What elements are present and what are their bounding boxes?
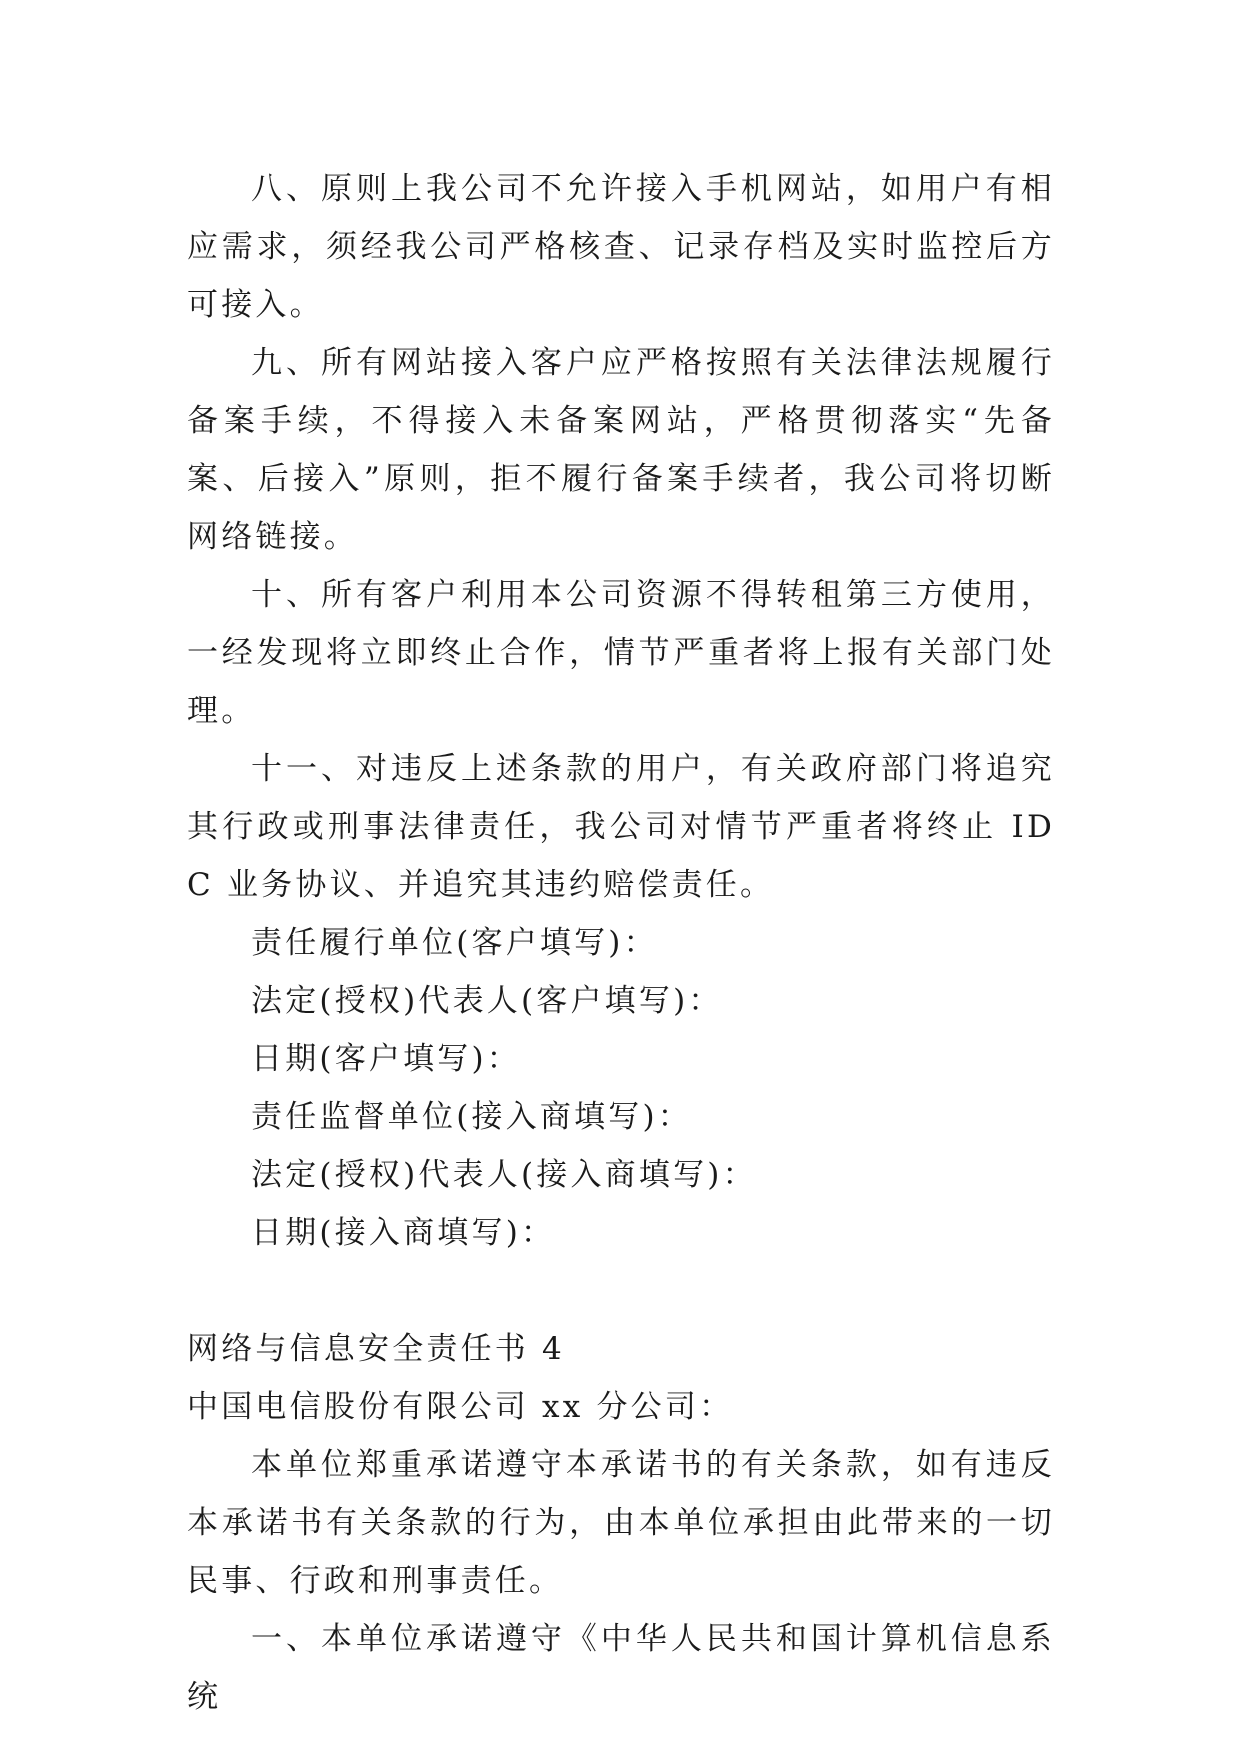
document-body (187, 160, 1055, 1726)
intro-paragraph: 本单位郑重承诺遵守本承诺书的有关条款，如有违反本承诺书有关条款的行为，由本单位承担由此带来的一切民事、行政和刑事责任。 (187, 1447, 1055, 1599)
field-supervisor-unit: 责任监督单位(接入商填写)： (251, 1099, 692, 1135)
field-client-representative: 法定(授权)代表人(客户填写)： (251, 983, 723, 1019)
addressee: 中国电信股份有限公司 xx 分公司： (187, 1389, 734, 1425)
field-supervisor-date: 日期(接入商填写)： (251, 1215, 556, 1251)
field-client-unit: 责任履行单位(客户填写)： (251, 925, 658, 961)
field-supervisor-representative: 法定(授权)代表人(接入商填写)： (251, 1157, 757, 1193)
section-title: 网络与信息安全责任书 4 (187, 1331, 565, 1367)
clause-eight: 八、原则上我公司不允许接入手机网站，如用户有相应需求，须经我公司严格核查、记录存档及实时监控后方可接入。 (187, 171, 1055, 323)
clause-eleven: 十一、对违反上述条款的用户，有关政府部门将追究其行政或刑事法律责任，我公司对情节严重者将终止 IDC 业务协议、并追究其违约赔偿责任。 (187, 751, 1055, 903)
clause-one: 一、本单位承诺遵守《中华人民共和国计算机信息系统 (187, 1621, 1055, 1715)
field-client-date: 日期(客户填写)： (251, 1041, 521, 1077)
section-spacer (187, 1262, 1055, 1320)
clause-ten: 十、所有客户利用本公司资源不得转租第三方使用，一经发现将立即终止合作，情节严重者将上报有关部门处理。 (187, 577, 1055, 729)
clause-nine: 九、所有网站接入客户应严格按照有关法律法规履行备案手续，不得接入未备案网站，严格贯彻落实“先备案、后接入”原则，拒不履行备案手续者，我公司将切断网络链接。 (187, 345, 1055, 555)
